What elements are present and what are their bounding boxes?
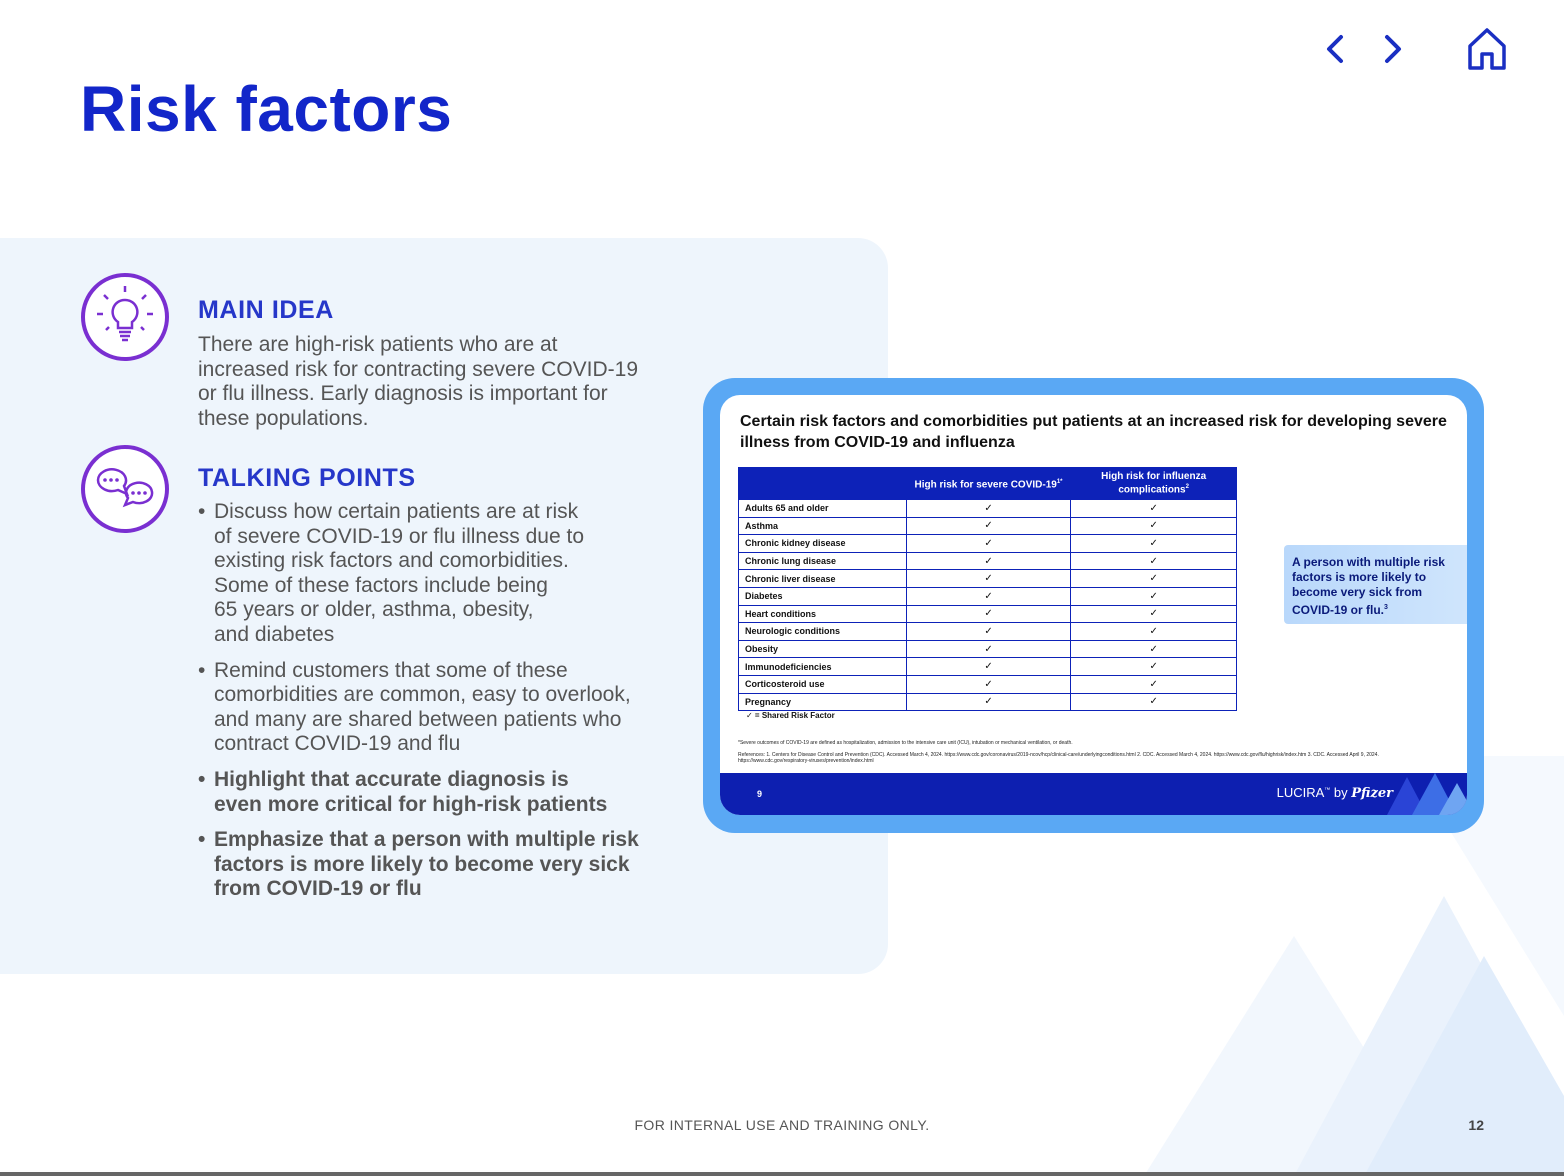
talking-point-line: • Highlight that accurate diagnosis is <box>214 767 569 791</box>
risk-factor-label: Heart conditions <box>739 605 907 623</box>
main-idea-line: There are high-risk patients who are at <box>198 333 558 356</box>
table-legend: ✓ = Shared Risk Factor <box>746 711 835 720</box>
check-mark: ✓ <box>906 675 1071 693</box>
talking-point-line: even more critical for high-risk patients <box>214 792 608 816</box>
chevron-left-icon <box>1323 33 1347 65</box>
table-header <box>1071 468 1237 500</box>
table-row <box>739 535 1237 553</box>
previous-button[interactable] <box>1306 24 1364 74</box>
talking-point-line: • Emphasize that a person with multiple risk <box>214 828 639 852</box>
check-mark: ✓ <box>906 570 1071 588</box>
risk-factor-label: Chronic kidney disease <box>739 535 907 553</box>
check-mark: ✓ <box>906 552 1071 570</box>
risk-factor-label: Immunodeficiencies <box>739 658 907 676</box>
header-text: High risk for influenza complications <box>1101 471 1207 496</box>
slide-footer <box>720 773 1467 815</box>
risk-factor-label: Adults 65 and older <box>739 500 907 518</box>
talking-point <box>198 768 698 817</box>
check-mark: ✓ <box>1071 517 1237 535</box>
page-number: 12 <box>1468 1117 1484 1133</box>
slide-preview-frame <box>703 378 1484 833</box>
check-mark: ✓ <box>1071 640 1237 658</box>
talking-point <box>198 659 698 757</box>
slide-footnote: *Severe outcomes of COVID-19 are defined as hospitalization, admission to the intensive care unit (ICU), intubation or mechanical ventilation, or death. <box>738 740 1073 746</box>
talking-point-line: 65 years or older, asthma, obesity, <box>214 598 534 622</box>
table-header-row <box>739 468 1237 500</box>
slide-page-number: 9 <box>757 789 763 799</box>
main-idea-line: these populations. <box>198 406 369 430</box>
risk-factor-table <box>738 467 1237 711</box>
talking-point-line: • Discuss how certain patients are at risk <box>214 500 579 523</box>
table-row <box>739 500 1237 518</box>
risk-factor-label: Pregnancy <box>739 693 907 711</box>
talking-point-line: Some of these factors include being <box>214 573 548 597</box>
table-header <box>739 468 907 500</box>
check-mark: ✓ <box>1071 535 1237 553</box>
check-mark: ✓ <box>1071 587 1237 605</box>
bottom-divider <box>0 1172 1564 1176</box>
slide-title: Certain risk factors and comorbidities put patients at an increased risk for developing severe illness from COVID-19 and influenza <box>740 413 1447 451</box>
talking-point-line: from COVID-19 or flu <box>214 877 422 901</box>
check-mark: ✓ <box>906 605 1071 623</box>
risk-factor-label: Obesity <box>739 640 907 658</box>
risk-factor-label: Neurologic conditions <box>739 623 907 641</box>
talking-point-line: comorbidities are common, easy to overlook, <box>214 683 631 707</box>
brand-company: Pfizer <box>1351 786 1393 801</box>
check-mark: ✓ <box>1071 500 1237 518</box>
slide-references: References: 1. Centers for Disease Control and Prevention (CDC). Accessed March 4, 2024. https://www.cdc.gov/coronavirus/2019-ncov/hcp/clinical-care/underlyingconditions.html 2. CDC. Accessed March 4, 2024. https://www.cdc.gov/flu/highrisk/index.htm 3. CDC. Accessed April 9, 2024. https://www.cdc.gov/respiratory-viruses/prevention/index.html <box>738 752 1379 764</box>
talking-point-line: factors is more likely to become very sick <box>214 852 630 876</box>
talking-point <box>198 828 698 902</box>
risk-callout <box>1284 545 1467 624</box>
check-mark: ✓ <box>1071 675 1237 693</box>
table-row <box>739 517 1237 535</box>
talking-point-line: contract COVID-19 and flu <box>214 732 461 756</box>
speech-bubbles-icon <box>80 444 170 534</box>
check-mark: ✓ <box>906 517 1071 535</box>
check-mark: ✓ <box>1071 658 1237 676</box>
callout-text: A person with multiple risk factors is more likely to become very sick from COVID-19 or flu. <box>1292 555 1445 617</box>
talking-point-line: • Remind customers that some of these <box>214 658 568 682</box>
talking-points-heading: TALKING POINTS <box>198 464 416 492</box>
table-row <box>739 552 1237 570</box>
header-text: High risk for severe COVID-19 <box>914 479 1057 491</box>
table-row <box>739 587 1237 605</box>
risk-factor-label: Chronic lung disease <box>739 552 907 570</box>
check-mark: ✓ <box>1071 570 1237 588</box>
check-mark: ✓ <box>906 623 1071 641</box>
lightbulb-icon <box>80 272 170 362</box>
table-row <box>739 605 1237 623</box>
main-idea-heading: MAIN IDEA <box>198 296 334 324</box>
main-idea-line: or flu illness. Early diagnosis is important for <box>198 382 608 406</box>
next-button[interactable] <box>1364 24 1422 74</box>
brand-logo: LUCIRA™ by Pfizer <box>1276 785 1393 801</box>
risk-factor-label: Chronic liver disease <box>739 570 907 588</box>
home-button[interactable] <box>1458 24 1516 74</box>
talking-point-line: existing risk factors and comorbidities. <box>214 549 569 573</box>
check-mark: ✓ <box>906 587 1071 605</box>
check-mark: ✓ <box>906 500 1071 518</box>
table-row <box>739 570 1237 588</box>
chevron-right-icon <box>1381 33 1405 65</box>
table-row <box>739 640 1237 658</box>
check-mark: ✓ <box>1071 623 1237 641</box>
page-title: Risk factors <box>80 73 453 145</box>
check-mark: ✓ <box>1071 552 1237 570</box>
slide-preview <box>720 395 1467 815</box>
risk-factor-label: Asthma <box>739 517 907 535</box>
risk-factor-label: Corticosteroid use <box>739 675 907 693</box>
main-idea-text <box>198 333 638 431</box>
check-mark: ✓ <box>1071 605 1237 623</box>
navigation-bar <box>1306 24 1516 74</box>
table-header <box>906 468 1071 500</box>
main-idea-line: increased risk for contracting severe COVID-19 <box>198 357 639 381</box>
brand-prefix: LUCIRA <box>1276 785 1325 800</box>
check-mark: ✓ <box>906 535 1071 553</box>
brand-by: by <box>1333 785 1348 800</box>
talking-points-list <box>198 500 698 913</box>
footer-disclaimer: FOR INTERNAL USE AND TRAINING ONLY. <box>634 1117 930 1133</box>
home-icon <box>1466 26 1508 72</box>
talking-point-line: and many are shared between patients who <box>214 707 622 731</box>
check-mark: ✓ <box>906 693 1071 711</box>
table-row <box>739 658 1237 676</box>
table-row <box>739 693 1237 711</box>
callout-sup: 3 <box>1384 604 1388 611</box>
table-row <box>739 623 1237 641</box>
check-mark: ✓ <box>906 658 1071 676</box>
check-mark: ✓ <box>1071 693 1237 711</box>
talking-point-line: of severe COVID-19 or flu illness due to <box>214 524 585 548</box>
risk-factor-label: Diabetes <box>739 587 907 605</box>
talking-point <box>198 500 698 648</box>
header-sup: 2 <box>1185 484 1189 491</box>
check-mark: ✓ <box>906 640 1071 658</box>
header-sup: 1* <box>1056 478 1063 485</box>
table-row <box>739 675 1237 693</box>
talking-point-line: and diabetes <box>214 622 335 646</box>
